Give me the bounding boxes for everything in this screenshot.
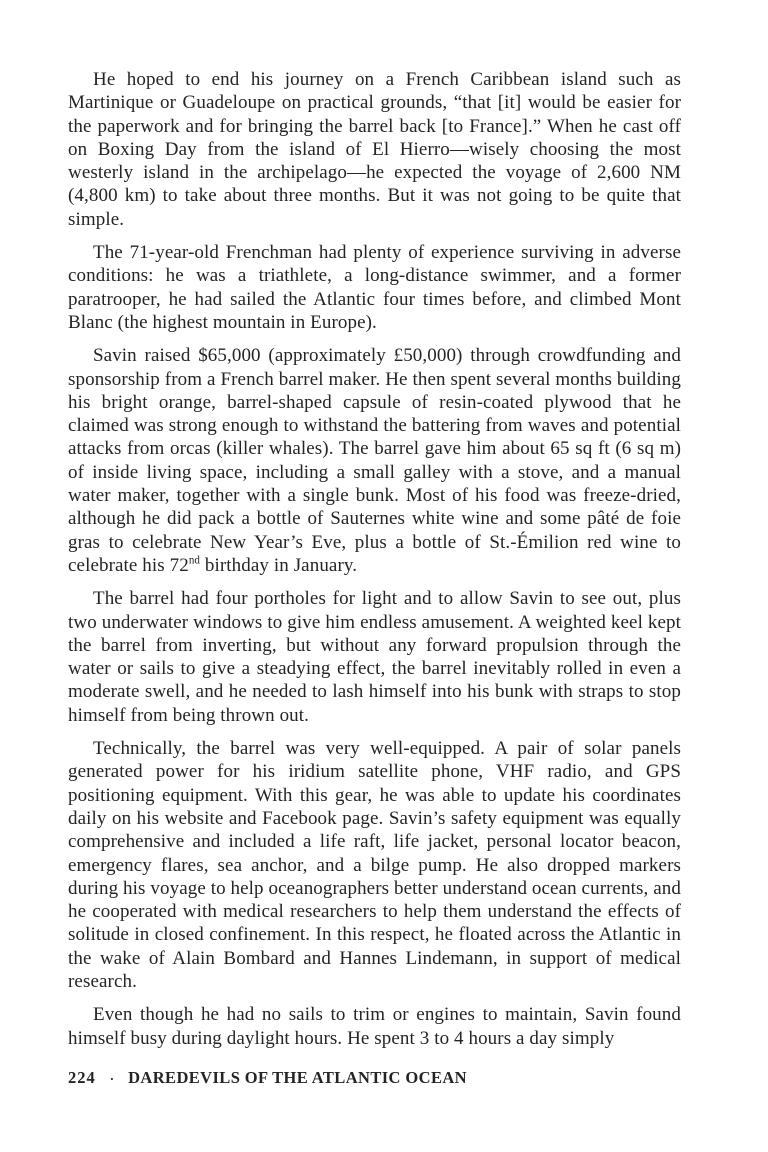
paragraph-3-text-end: birthday in January. [200, 554, 358, 576]
paragraph-6: Even though he had no sails to trim or engines to maintain, Savin found himself busy during daylight hours. He spent 3 to 4 hours a day simply [68, 1004, 681, 1049]
paragraph-4: The barrel had four portholes for light and to allow Savin to see out, plus two underwater windows to give him endless amusement. A weighted keel kept the barrel from inverting, but without any forward propulsion through the water or sails to give a steadying effect, the barrel inevitably rolled in even a moderate swell, and he needed to lash himself into his bunk with straps to stop himself from being thrown out. [68, 588, 681, 726]
running-title: DAREDEVILS OF THE ATLANTIC OCEAN [128, 1068, 467, 1087]
ordinal-superscript: nd [188, 554, 201, 567]
page-body-text [68, 68, 681, 1050]
page-footer [68, 1068, 467, 1088]
paragraph-5: Technically, the barrel was very well-equipped. A pair of solar panels generated power for his iridium satellite phone, VHF radio, and GPS positioning equipment. With this gear, he was able to update his coordinates daily on his website and Facebook page. Savin’s safety equipment was equally comprehensive and included a life raft, life jacket, personal locator beacon, emergency flares, sea anchor, and a bilge pump. He also dropped markers during his voyage to help oceanographers better understand ocean currents, and he cooperated with medical researchers to help them understand the effects of solitude in closed confinement. In this respect, he floated across the Atlantic in the wake of Alain Bombard and Hannes Lindemann, in support of medical research. [68, 738, 681, 992]
paragraph-2: The 71-year-old Frenchman had plenty of experience surviving in adverse conditions: he was a triathlete, a long-distance swimmer, and a former paratrooper, he had sailed the Atlantic four times before, and climbed Mont Blanc (the highest mountain in Europe). [68, 242, 681, 333]
separator-dot-icon: · [109, 1071, 115, 1086]
paragraph-3 [68, 344, 681, 577]
paragraph-1: He hoped to end his journey on a French Caribbean island such as Martinique or Guadeloupe on practical grounds, “that [it] would be easier for the paperwork and for bringing the barrel back [to France].” When he cast off on Boxing Day from the island of El Hierro—wisely choosing the most westerly island in the archipelago—he expected the voyage of 2,600 NM (4,800 km) to take about three months. But it was not going to be quite that simple. [68, 69, 681, 230]
paragraph-3-text: Savin raised $65,000 (approximately £50,000) through crowdfunding and sponsorship from a French barrel maker. He then spent several months building his bright orange, barrel-shaped capsule of resin-coated plywood that he claimed was strong enough to withstand the battering from waves and potential attacks from orcas (killer whales). The barrel gave him about 65 sq ft (6 sq m) of inside living space, including a small galley with a stove, and a manual water maker, together with a single bunk. Most of his food was freeze-dried, although he did pack a bottle of Sauternes white wine and some pâté de foie gras to celebrate New Year’s Eve, plus a bottle of St.-Émilion red wine to celebrate his 72 [68, 345, 681, 576]
page-number: 224 [68, 1068, 96, 1087]
